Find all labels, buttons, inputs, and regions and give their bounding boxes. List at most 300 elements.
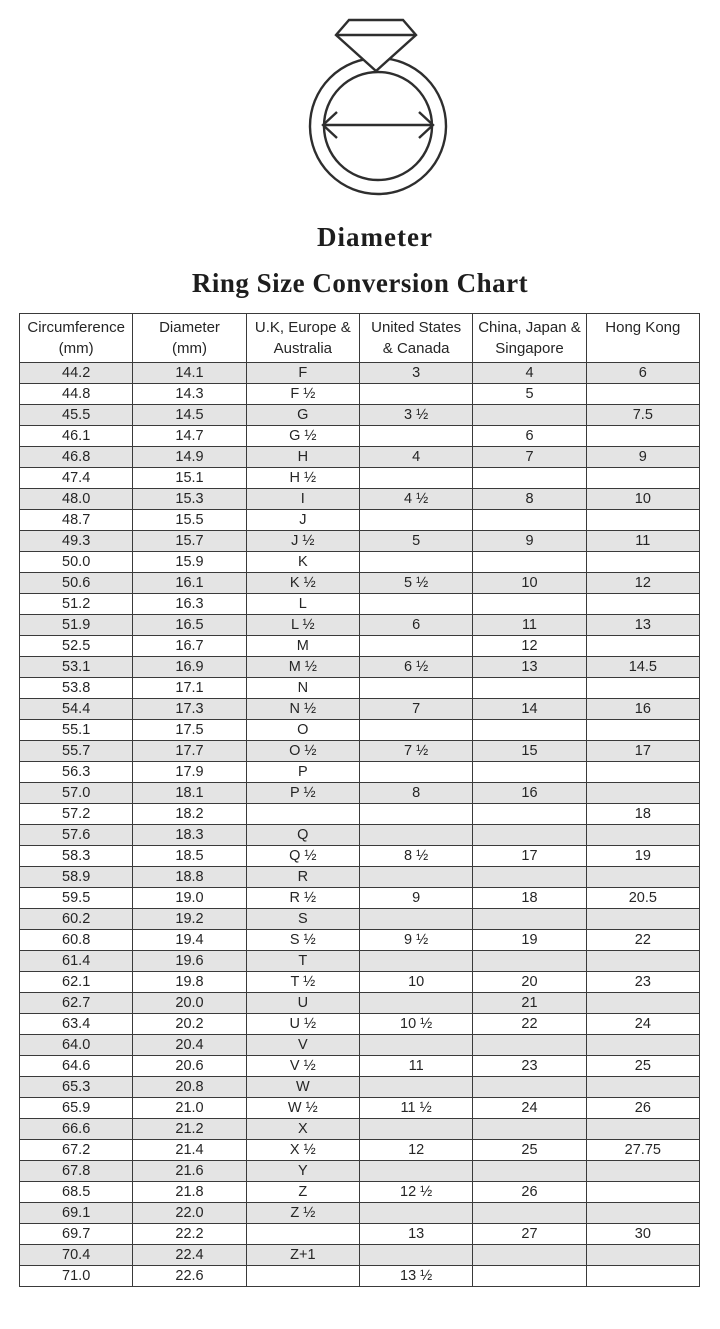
table-cell — [586, 510, 699, 531]
table-cell: 17 — [473, 846, 586, 867]
table-row — [20, 1161, 700, 1182]
table-cell: 25 — [586, 1056, 699, 1077]
table-cell: 5 — [473, 384, 586, 405]
table-row — [20, 1014, 700, 1035]
table-cell: 16.7 — [133, 636, 246, 657]
table-cell — [473, 1203, 586, 1224]
table-row — [20, 783, 700, 804]
table-cell — [473, 405, 586, 426]
table-cell — [586, 552, 699, 573]
table-cell: 20.8 — [133, 1077, 246, 1098]
table-cell — [359, 762, 472, 783]
table-cell — [359, 1245, 472, 1266]
table-cell: 17.9 — [133, 762, 246, 783]
table-cell: N — [246, 678, 359, 699]
table-cell: U — [246, 993, 359, 1014]
table-cell: 13 — [473, 657, 586, 678]
table-cell: R — [246, 867, 359, 888]
column-header: United States & Canada — [359, 314, 472, 363]
table-cell: I — [246, 489, 359, 510]
table-cell: 19.6 — [133, 951, 246, 972]
table-cell: 7.5 — [586, 405, 699, 426]
table-cell — [586, 678, 699, 699]
table-cell: 24 — [586, 1014, 699, 1035]
column-header: China, Japan & Singapore — [473, 314, 586, 363]
table-cell: 56.3 — [20, 762, 133, 783]
table-cell: 14.5 — [586, 657, 699, 678]
table-cell — [473, 762, 586, 783]
table-cell: 53.8 — [20, 678, 133, 699]
table-cell: J — [246, 510, 359, 531]
table-cell — [586, 1182, 699, 1203]
table-cell: 17.7 — [133, 741, 246, 762]
table-cell: 12 — [586, 573, 699, 594]
page-title: Ring Size Conversion Chart — [191, 268, 529, 298]
table-cell: R ½ — [246, 888, 359, 909]
table-cell — [246, 1224, 359, 1245]
table-cell: 11 — [359, 1056, 472, 1077]
table-row — [20, 1140, 700, 1161]
table-cell: 19.4 — [133, 930, 246, 951]
table-cell: 10 ½ — [359, 1014, 472, 1035]
table-cell: W ½ — [246, 1098, 359, 1119]
table-cell: 15.7 — [133, 531, 246, 552]
table-cell: 19.2 — [133, 909, 246, 930]
table-cell: 14.7 — [133, 426, 246, 447]
table-cell: 8 ½ — [359, 846, 472, 867]
table-row — [20, 531, 700, 552]
table-cell: 52.5 — [20, 636, 133, 657]
table-row — [20, 405, 700, 426]
table-cell: 12 — [473, 636, 586, 657]
table-row — [20, 1056, 700, 1077]
table-cell: 20 — [473, 972, 586, 993]
table-cell: 19 — [586, 846, 699, 867]
table-cell: 6 — [359, 615, 472, 636]
table-cell: V — [246, 1035, 359, 1056]
table-cell: 9 — [473, 531, 586, 552]
table-row — [20, 699, 700, 720]
table-cell: 15.1 — [133, 468, 246, 489]
table-cell — [359, 909, 472, 930]
table-row — [20, 741, 700, 762]
table-row — [20, 1119, 700, 1140]
table-cell: V ½ — [246, 1056, 359, 1077]
table-cell: 58.9 — [20, 867, 133, 888]
table-row — [20, 804, 700, 825]
table-cell: 16.1 — [133, 573, 246, 594]
ring-size-conversion-table — [19, 313, 700, 1287]
table-cell: X — [246, 1119, 359, 1140]
table-cell — [586, 783, 699, 804]
table-cell: 4 ½ — [359, 489, 472, 510]
table-cell: 14.3 — [133, 384, 246, 405]
table-cell: 11 — [586, 531, 699, 552]
table-cell: 9 — [586, 447, 699, 468]
table-cell: 12 ½ — [359, 1182, 472, 1203]
table-cell: 14.1 — [133, 363, 246, 384]
table-row — [20, 1098, 700, 1119]
table-cell — [586, 384, 699, 405]
table-cell: 22 — [473, 1014, 586, 1035]
table-row — [20, 1182, 700, 1203]
table-row — [20, 1224, 700, 1245]
table-cell: 24 — [473, 1098, 586, 1119]
table-cell: 47.4 — [20, 468, 133, 489]
table-cell: K ½ — [246, 573, 359, 594]
table-cell: 15 — [473, 741, 586, 762]
table-cell: 17.1 — [133, 678, 246, 699]
table-cell — [359, 510, 472, 531]
table-cell: 45.5 — [20, 405, 133, 426]
table-cell: 3 ½ — [359, 405, 472, 426]
table-cell — [359, 804, 472, 825]
table-body — [20, 363, 700, 1287]
table-cell: 26 — [586, 1098, 699, 1119]
table-cell — [586, 951, 699, 972]
table-cell — [473, 468, 586, 489]
table-cell: G ½ — [246, 426, 359, 447]
table-head — [20, 314, 700, 363]
table-row — [20, 1266, 700, 1287]
table-cell: 4 — [359, 447, 472, 468]
table-row — [20, 657, 700, 678]
table-cell: 10 — [586, 489, 699, 510]
table-row — [20, 846, 700, 867]
table-cell — [473, 1119, 586, 1140]
table-cell — [473, 1077, 586, 1098]
table-cell: L — [246, 594, 359, 615]
table-cell: 5 — [359, 531, 472, 552]
table-cell: O ½ — [246, 741, 359, 762]
table-cell: 7 — [473, 447, 586, 468]
table-cell — [473, 951, 586, 972]
table-cell — [586, 1245, 699, 1266]
table-cell — [586, 1077, 699, 1098]
table-cell — [359, 384, 472, 405]
table-cell: 59.5 — [20, 888, 133, 909]
table-cell: 55.7 — [20, 741, 133, 762]
table-cell: 27.75 — [586, 1140, 699, 1161]
table-cell — [586, 1119, 699, 1140]
table-cell: S ½ — [246, 930, 359, 951]
table-cell — [586, 825, 699, 846]
table-cell: Z ½ — [246, 1203, 359, 1224]
table-cell: 67.8 — [20, 1161, 133, 1182]
column-header: Circumference (mm) — [20, 314, 133, 363]
table-cell: 55.1 — [20, 720, 133, 741]
table-header-row — [20, 314, 700, 363]
table-cell: 4 — [473, 363, 586, 384]
table-cell: 20.2 — [133, 1014, 246, 1035]
table-cell: 49.3 — [20, 531, 133, 552]
table-cell: 22.4 — [133, 1245, 246, 1266]
table-cell — [586, 762, 699, 783]
table-cell: 57.0 — [20, 783, 133, 804]
table-cell: 21.6 — [133, 1161, 246, 1182]
table-row — [20, 951, 700, 972]
table-cell: 21.4 — [133, 1140, 246, 1161]
table-cell — [246, 1266, 359, 1287]
table-cell: 16 — [586, 699, 699, 720]
table-row — [20, 426, 700, 447]
table-cell: 18.2 — [133, 804, 246, 825]
table-cell: 57.6 — [20, 825, 133, 846]
table-cell — [246, 804, 359, 825]
table-cell: 51.2 — [20, 594, 133, 615]
table-cell: 62.1 — [20, 972, 133, 993]
table-cell: 67.2 — [20, 1140, 133, 1161]
table-row — [20, 552, 700, 573]
table-cell — [473, 594, 586, 615]
table-cell: 8 — [359, 783, 472, 804]
table-row — [20, 510, 700, 531]
table-cell — [359, 1077, 472, 1098]
table-cell — [586, 636, 699, 657]
table-cell: 65.9 — [20, 1098, 133, 1119]
table-cell — [586, 993, 699, 1014]
table-cell — [473, 909, 586, 930]
table-cell: K — [246, 552, 359, 573]
table-cell: 10 — [473, 573, 586, 594]
table-cell: 69.7 — [20, 1224, 133, 1245]
column-header: Diameter (mm) — [133, 314, 246, 363]
table-cell: 18 — [586, 804, 699, 825]
table-cell — [359, 678, 472, 699]
table-cell: 14 — [473, 699, 586, 720]
table-cell: 53.1 — [20, 657, 133, 678]
table-cell: 10 — [359, 972, 472, 993]
table-cell — [586, 720, 699, 741]
table-cell: 9 — [359, 888, 472, 909]
table-cell: 21.8 — [133, 1182, 246, 1203]
table-cell: 48.7 — [20, 510, 133, 531]
table-cell — [586, 426, 699, 447]
table-cell: 19.8 — [133, 972, 246, 993]
table-cell: X ½ — [246, 1140, 359, 1161]
table-cell: T — [246, 951, 359, 972]
table-cell: 25 — [473, 1140, 586, 1161]
table-row — [20, 636, 700, 657]
table-cell: 12 — [359, 1140, 472, 1161]
table-cell: 6 ½ — [359, 657, 472, 678]
table-cell — [586, 1161, 699, 1182]
table-row — [20, 615, 700, 636]
table-row — [20, 972, 700, 993]
table-cell: 22.6 — [133, 1266, 246, 1287]
table-cell: 14.9 — [133, 447, 246, 468]
table-cell: Z+1 — [246, 1245, 359, 1266]
table-cell: 11 ½ — [359, 1098, 472, 1119]
table-cell — [359, 825, 472, 846]
table-cell: 68.5 — [20, 1182, 133, 1203]
table-cell: 18.1 — [133, 783, 246, 804]
table-cell: P — [246, 762, 359, 783]
table-cell: 44.2 — [20, 363, 133, 384]
table-cell — [359, 552, 472, 573]
table-cell: 65.3 — [20, 1077, 133, 1098]
table-cell: 16.9 — [133, 657, 246, 678]
table-cell: 7 — [359, 699, 472, 720]
table-cell — [586, 594, 699, 615]
table-row — [20, 825, 700, 846]
table-row — [20, 363, 700, 384]
table-cell: 20.4 — [133, 1035, 246, 1056]
table-cell — [359, 951, 472, 972]
table-cell: Q — [246, 825, 359, 846]
table-cell: 46.8 — [20, 447, 133, 468]
table-cell: 54.4 — [20, 699, 133, 720]
table-cell: 13 — [586, 615, 699, 636]
table-row — [20, 1203, 700, 1224]
table-cell — [473, 804, 586, 825]
table-row — [20, 573, 700, 594]
table-row — [20, 993, 700, 1014]
table-cell: T ½ — [246, 972, 359, 993]
table-cell: 16.3 — [133, 594, 246, 615]
table-cell — [586, 468, 699, 489]
table-row — [20, 489, 700, 510]
table-cell — [359, 1119, 472, 1140]
table-cell: 18.8 — [133, 867, 246, 888]
table-cell: 30 — [586, 1224, 699, 1245]
table-row — [20, 447, 700, 468]
table-cell: U ½ — [246, 1014, 359, 1035]
table-cell: 69.1 — [20, 1203, 133, 1224]
table-cell: 18.5 — [133, 846, 246, 867]
table-cell — [359, 594, 472, 615]
table-row — [20, 468, 700, 489]
table-cell — [473, 1035, 586, 1056]
table-cell — [359, 426, 472, 447]
table-row — [20, 762, 700, 783]
table-cell: 6 — [473, 426, 586, 447]
table-cell: 19.0 — [133, 888, 246, 909]
table-row — [20, 678, 700, 699]
table-cell — [586, 1035, 699, 1056]
table-row — [20, 1035, 700, 1056]
table-cell: 60.8 — [20, 930, 133, 951]
table-cell — [473, 1161, 586, 1182]
table-cell: 64.6 — [20, 1056, 133, 1077]
table-cell — [359, 720, 472, 741]
table-cell: 46.1 — [20, 426, 133, 447]
table-cell: 21 — [473, 993, 586, 1014]
table-cell: 21.0 — [133, 1098, 246, 1119]
table-cell — [586, 909, 699, 930]
table-cell: 21.2 — [133, 1119, 246, 1140]
table-cell: 64.0 — [20, 1035, 133, 1056]
table-cell — [473, 510, 586, 531]
table-cell: 17.3 — [133, 699, 246, 720]
table-row — [20, 1245, 700, 1266]
table-cell: 50.6 — [20, 573, 133, 594]
table-cell: O — [246, 720, 359, 741]
table-cell — [473, 867, 586, 888]
table-cell: 23 — [473, 1056, 586, 1077]
table-cell — [473, 1245, 586, 1266]
table-cell: 11 — [473, 615, 586, 636]
table-cell: 22 — [586, 930, 699, 951]
table-cell — [359, 1035, 472, 1056]
table-cell: 20.5 — [586, 888, 699, 909]
table-cell: M — [246, 636, 359, 657]
table-cell: 15.5 — [133, 510, 246, 531]
table-cell: 71.0 — [20, 1266, 133, 1287]
table-cell — [473, 678, 586, 699]
table-cell — [359, 867, 472, 888]
table-cell: 27 — [473, 1224, 586, 1245]
table-cell: J ½ — [246, 531, 359, 552]
table-cell — [359, 1203, 472, 1224]
table-cell: 18 — [473, 888, 586, 909]
table-cell: H ½ — [246, 468, 359, 489]
table-cell: N ½ — [246, 699, 359, 720]
table-cell — [586, 1266, 699, 1287]
table-cell — [473, 720, 586, 741]
table-cell: 17.5 — [133, 720, 246, 741]
table-row — [20, 909, 700, 930]
table-cell — [586, 867, 699, 888]
table-cell: 17 — [586, 741, 699, 762]
table-cell: Q ½ — [246, 846, 359, 867]
table-cell: 58.3 — [20, 846, 133, 867]
table-cell: 8 — [473, 489, 586, 510]
table-row — [20, 720, 700, 741]
table-cell: 7 ½ — [359, 741, 472, 762]
table-cell: 5 ½ — [359, 573, 472, 594]
table-cell: 13 — [359, 1224, 472, 1245]
table-row — [20, 867, 700, 888]
table-cell: 18.3 — [133, 825, 246, 846]
table-cell: 13 ½ — [359, 1266, 472, 1287]
table-cell: 70.4 — [20, 1245, 133, 1266]
diameter-arrow-icon — [323, 112, 433, 138]
table-cell: P ½ — [246, 783, 359, 804]
table-cell — [473, 552, 586, 573]
table-cell: 3 — [359, 363, 472, 384]
table-cell: 20.0 — [133, 993, 246, 1014]
table-cell: W — [246, 1077, 359, 1098]
table-cell: 63.4 — [20, 1014, 133, 1035]
table-cell: F ½ — [246, 384, 359, 405]
column-header: U.K, Europe & Australia — [246, 314, 359, 363]
table-row — [20, 594, 700, 615]
table-cell: L ½ — [246, 615, 359, 636]
table-cell: M ½ — [246, 657, 359, 678]
ring-icon — [297, 8, 459, 208]
table-row — [20, 930, 700, 951]
table-cell: 66.6 — [20, 1119, 133, 1140]
table-cell: 6 — [586, 363, 699, 384]
table-cell: 60.2 — [20, 909, 133, 930]
column-header: Hong Kong — [586, 314, 699, 363]
table-cell: Z — [246, 1182, 359, 1203]
table-cell: 23 — [586, 972, 699, 993]
table-row — [20, 384, 700, 405]
table-cell: 16 — [473, 783, 586, 804]
table-cell — [473, 825, 586, 846]
table-cell: 61.4 — [20, 951, 133, 972]
hero-section — [0, 0, 720, 313]
table-cell: G — [246, 405, 359, 426]
table-cell: 14.5 — [133, 405, 246, 426]
table-cell: 22.0 — [133, 1203, 246, 1224]
table-cell: 50.0 — [20, 552, 133, 573]
table-cell: 19 — [473, 930, 586, 951]
table-cell — [359, 468, 472, 489]
table-cell: 22.2 — [133, 1224, 246, 1245]
